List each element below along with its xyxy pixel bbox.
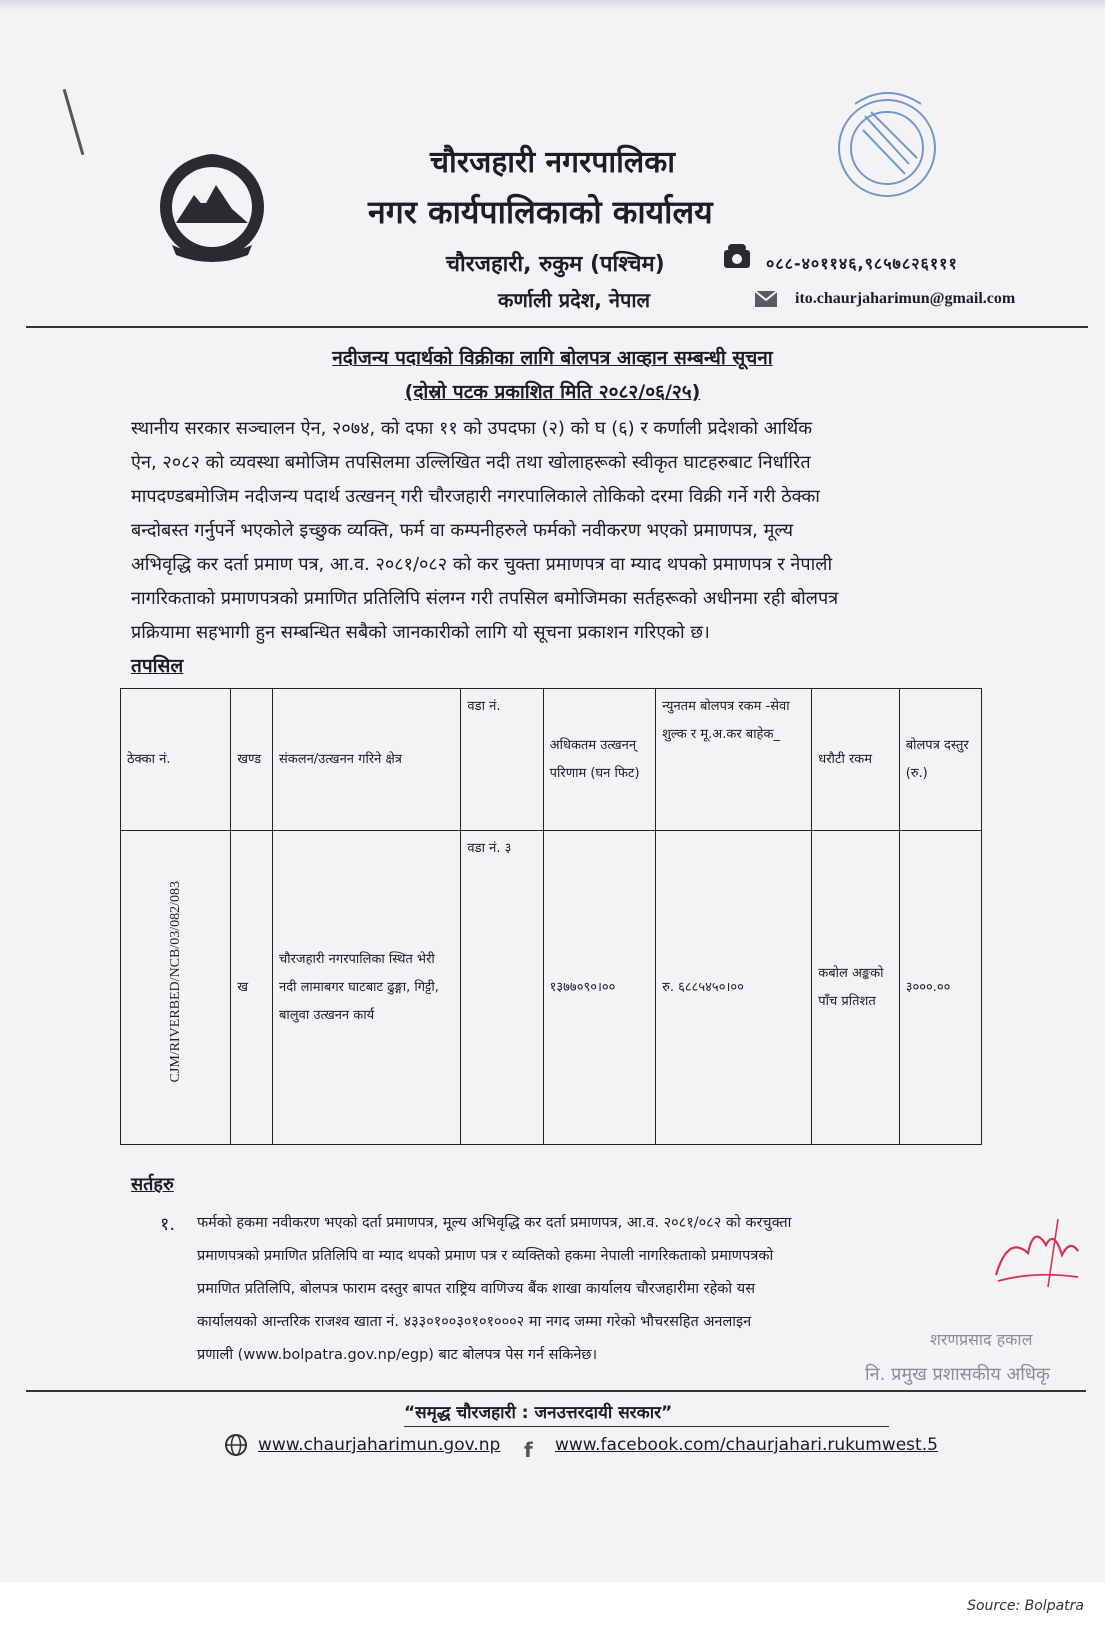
office-name: नगर कार्यपालिकाको कार्यालय	[368, 193, 713, 231]
cell-ward: वडा नं. ३	[461, 831, 543, 1145]
office-stamp	[805, 86, 970, 226]
address-line-1: चौरजहारी, रुकुम (पश्चिम)	[446, 252, 665, 277]
body-line: अभिवृद्धि कर दर्ता प्रमाण पत्र, आ.व. २०८१/०८२ को कर चुक्ता प्रमाणपत्र वा म्याद थपको प्रमाणपत्र र नेपाली	[131, 554, 833, 575]
header-max-quantity: अधिकतम उत्खनन् परिणाम (घन फिट)	[543, 689, 655, 831]
header-min-bid: न्युनतम बोलपत्र रकम -सेवा शुल्क र मू.अ.कर बाहेक_	[656, 689, 812, 831]
body-line: बन्दोबस्त गर्नुपर्ने भएकोले इच्छुक व्यक्ति, फर्म वा कम्पनीहरुले फर्मको नवीकरण भएको प्रमाणपत्र, मूल्य	[131, 520, 794, 541]
cell-contract-no	[121, 831, 231, 1145]
nepal-emblem-logo	[152, 145, 272, 265]
page-top-shadow	[0, 0, 1105, 10]
cell-deposit: कबोल अङ्कको पाँच प्रतिशत	[812, 831, 899, 1145]
table-heading: तपसिल	[131, 655, 184, 677]
condition-line: प्रणाली (www.bolpatra.gov.np/egp) बाट बोलपत्र पेस गर्न सकिनेछ।	[197, 1347, 598, 1363]
cell-fee: ३०००.००	[899, 831, 981, 1145]
header-deposit: धरौटी रकम	[812, 689, 899, 831]
source-caption: Source: Bolpatra	[967, 1598, 1084, 1614]
table-header-row	[121, 689, 982, 831]
email-icon	[754, 290, 778, 308]
condition-line: फर्मको हकमा नवीकरण भएको दर्ता प्रमाणपत्र, मूल्य अभिवृद्धि कर दर्ता प्रमाणपत्र, आ.व. २०८१/०८२ को करचुक्ता	[197, 1215, 792, 1231]
cell-min-bid: रु. ६८८५४५०।००	[656, 831, 812, 1145]
facebook-icon: f	[524, 1438, 533, 1462]
facebook-link[interactable]: www.facebook.com/chaurjahari.rukumwest.5	[555, 1435, 938, 1455]
phone-icon	[722, 242, 752, 270]
body-line: ऐन, २०८२ को व्यवस्था बमोजिम तपसिलमा उल्लिखित नदी तथा खोलाहरूको स्वीकृत घाटहरुबाट निर्धारित	[131, 452, 811, 473]
globe-icon	[224, 1433, 248, 1457]
condition-line: प्रमाणित प्रतिलिपि, बोलपत्र फाराम दस्तुर बापत राष्ट्रिय वाणिज्य बैंक शाखा कार्यालय चौरजहारीमा रहेको यस	[197, 1281, 756, 1297]
notice-title: नदीजन्य पदार्थको विक्रीका लागि बोलपत्र आव्हान सम्बन्धी सूचना	[332, 347, 773, 369]
body-line: प्रक्रियामा सहभागी हुन सम्बन्धित सबैको जानकारीको लागि यो सूचना प्रकाशन गरिएको छ।	[131, 622, 710, 643]
address-line-2: कर्णाली प्रदेश, नेपाल	[498, 288, 651, 312]
condition-number: १.	[160, 1214, 176, 1235]
table-row	[121, 831, 982, 1145]
signatory-name: शरणप्रसाद हकाल	[930, 1330, 1033, 1349]
header-section: खण्ड	[231, 689, 273, 831]
notice-body	[131, 412, 979, 650]
header-contract-no: ठेक्का नं.	[121, 689, 231, 831]
header-area: संकलन/उत्खनन गरिने क्षेत्र	[272, 689, 460, 831]
pencil-mark	[63, 89, 85, 155]
header-ward: वडा नं.	[461, 689, 543, 831]
cell-area: चौरजहारी नगरपालिका स्थित भेरी नदी लामाबगर घाटबाट ढुङ्गा, गिट्टी, बालुवा उत्खनन कार्य	[272, 831, 460, 1145]
slogan-underline	[404, 1426, 889, 1427]
header-fee: बोलपत्र दस्तुर (रु.)	[899, 689, 981, 831]
contract-no-text: CJM/RIVERBED/NCB/03/082/083	[167, 881, 183, 1083]
phone-numbers: ०८८-४०११४६,९८५७८२६१११	[766, 254, 958, 273]
municipality-name: चौरजहारी नगरपालिका	[430, 145, 676, 180]
footer-divider	[26, 1390, 1086, 1392]
body-line: नागरिकताको प्रमाणपत्रको प्रमाणित प्रतिलिपि संलग्न गरी तपसिल बमोजिमका सर्तहरूको अधीनमा रही बोलपत्र	[131, 588, 839, 609]
conditions-heading: सर्तहरु	[131, 1174, 174, 1195]
email-address: ito.chaurjaharimun@gmail.com	[795, 290, 1016, 307]
condition-text	[197, 1207, 987, 1372]
handwritten-signature	[988, 1215, 1083, 1295]
condition-line: कार्यालयको आन्तरिक राजश्व खाता नं. ४३३०१००३०१०१०००२ मा नगद जम्मा गरेको भौचरसहित अनलाइन	[197, 1314, 752, 1330]
body-line: मापदण्डबमोजिम नदीजन्य पदार्थ उत्खनन् गरी चौरजहारी नगरपालिकाले तोकिको दरमा विक्री गर्ने गरी ठेक्का	[131, 486, 820, 507]
notice-subtitle: (दोस्रो पटक प्रकाशित मिति २०८२/०६/२५)	[404, 381, 701, 403]
website-link[interactable]: www.chaurjaharimun.gov.np	[258, 1435, 501, 1455]
footer-slogan: “समृद्ध चौरजहारी : जनउत्तरदायी सरकार”	[404, 1403, 673, 1423]
cell-max-quantity: १३७७०९०।००	[543, 831, 655, 1145]
header-divider	[26, 326, 1088, 328]
body-line: स्थानीय सरकार सञ्चालन ऐन, २०७४, को दफा ११ को उपदफा (२) को घ (६) र कर्णाली प्रदेशको आर्थिक	[131, 418, 813, 439]
signatory-designation: नि. प्रमुख प्रशासकीय अधिकृ	[865, 1364, 1050, 1385]
cell-section: ख	[231, 831, 273, 1145]
condition-line: प्रमाणपत्रको प्रमाणित प्रतिलिपि वा म्याद थपको प्रमाण पत्र र व्यक्तिको हकमा नेपाली नागरिकताको प्रमाणपत्रको	[197, 1248, 774, 1264]
details-table	[120, 688, 982, 1145]
